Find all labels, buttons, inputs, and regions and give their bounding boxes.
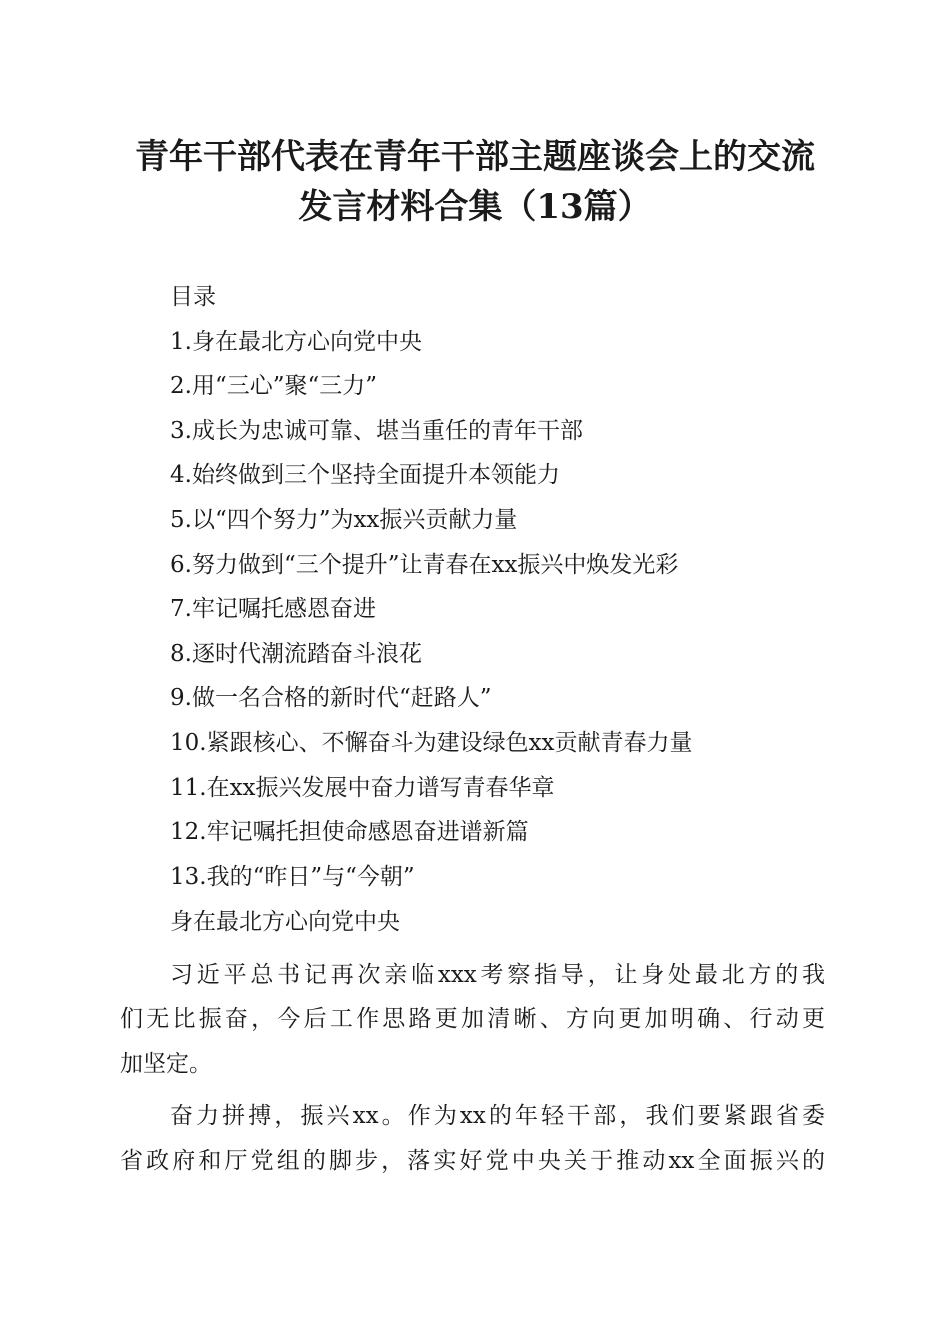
toc-item: 9.做一名合格的新时代“赶路人” — [170, 685, 492, 712]
toc-item: 3.成长为忠诚可靠、堪当重任的青年干部 — [170, 417, 583, 444]
paragraph-line: 们无比振奋，今后工作思路更加清晰、方向更加明确、行动更 — [120, 1006, 825, 1033]
toc-item: 8.逐时代潮流踏奋斗浪花 — [170, 640, 422, 667]
document-title — [100, 132, 850, 232]
table-of-contents — [170, 275, 850, 899]
toc-item: 4.始终做到三个坚持全面提升本领能力 — [170, 462, 560, 489]
paragraph — [120, 953, 825, 1087]
paragraph-line: 省政府和厅党组的脚步，落实好党中央关于推动xx全面振兴的 — [120, 1147, 825, 1174]
article-body — [120, 900, 825, 1184]
toc-item: 11.在xx振兴发展中奋力谱写青春华章 — [170, 774, 555, 801]
toc-item: 2.用“三心”聚“三力” — [170, 373, 377, 400]
paragraph-line: 习近平总书记再次亲临xxx考察指导，让身处最北方的我 — [170, 961, 825, 988]
toc-item: 6.努力做到“三个提升”让青春在xx振兴中焕发光彩 — [170, 551, 679, 578]
paragraph-line: 加坚定。 — [120, 1050, 212, 1077]
paragraph-line: 奋力拼搏，振兴xx。作为xx的年轻干部，我们要紧跟省委 — [170, 1103, 825, 1130]
title-line-1: 青年干部代表在青年干部主题座谈会上的交流 — [135, 137, 815, 177]
paragraph — [120, 1094, 825, 1183]
toc-item: 13.我的“昨日”与“今朝” — [170, 863, 415, 890]
toc-heading: 目录 — [170, 284, 216, 310]
toc-item: 1.身在最北方心向党中央 — [170, 328, 422, 355]
title-line-2: 发言材料合集（13篇） — [298, 187, 652, 227]
toc-item: 7.牢记嘱托感恩奋进 — [170, 596, 376, 623]
article-heading: 身在最北方心向党中央 — [170, 909, 400, 935]
toc-item: 12.牢记嘱托担使命感恩奋进谱新篇 — [170, 819, 529, 846]
toc-item: 5.以“四个努力”为xx振兴贡献力量 — [170, 506, 518, 533]
toc-item: 10.紧跟核心、不懈奋斗为建设绿色xx贡献青春力量 — [170, 729, 693, 756]
